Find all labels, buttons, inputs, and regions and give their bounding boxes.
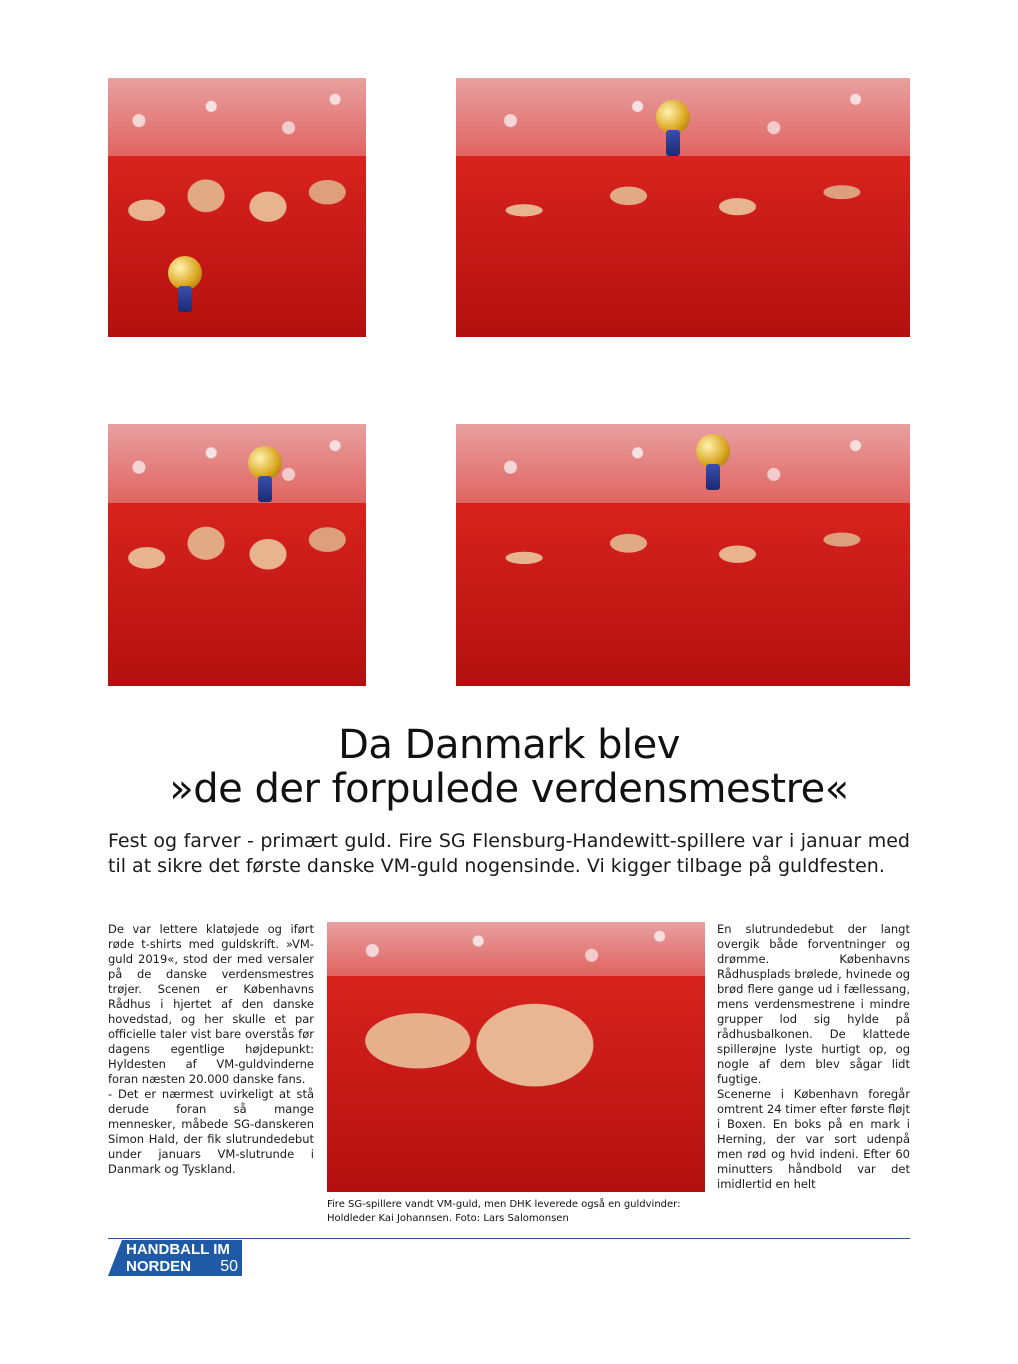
headline-line-1: Da Danmark blev <box>338 722 680 768</box>
photo-caption: Fire SG-spillere vandt VM-guld, men DHK leverede også en guldvinder: Holdleder Kai Johannsen. Foto: Lars Salomonsen <box>327 1199 681 1224</box>
photo-middle-right <box>456 424 910 686</box>
logo-line-1: HANDBALL IM <box>126 1241 230 1258</box>
photo-article <box>327 922 705 1192</box>
column-right-paragraph-1: En slutrundedebut der langt overgik både forventninger og drømme. Københavns Rådhusplads brølede, hvinede og brød flere gange ud i fællessang, mens verdensmestrene i mindre grupper lod sig hylde på rådhusbalkonen. De klattede spillerøjne lyste hurtigt op, og nogle af dem blev sågar lidt fugtige. <box>717 922 910 1086</box>
lead-paragraph: Fest og farver - primært guld. Fire SG Flensburg-Handewitt-spillere var i januar med til at sikre det første danske VM-guld nogensinde. Vi kigger tilbage på guldfesten. <box>108 830 910 877</box>
column-left-paragraph-1: De var lettere klatøjede og iført røde t-shirts med guldskrift. »VM-guld 2019«, stod der med versaler på de danske verdensmestres trøjer. Scenen er Københavns Rådhus i hjertet af den danske hovedstad, og her skulle et par officielle taler vist bare overstås før dagens egentlige højdepunkt: Hyldesten af VM-guldvinderne foran næsten 20.000 danske fans. <box>108 922 314 1086</box>
magazine-logo <box>108 1240 242 1276</box>
headline-line-2: »de der forpulede verdensmestre« <box>169 766 849 812</box>
column-right-paragraph-2: Scenerne i København foregår omtrent 24 timer efter første fløjt i Boxen. En boks på en mark i Herning, der var sort udenpå men rød og hvid indeni. Efter 60 minutters håndbold var det imidlertid en helt <box>717 1087 910 1191</box>
photo-top-right <box>456 78 910 337</box>
column-left-paragraph-2: - Det er nærmest uvirkeligt at stå derude foran så mange mennesker, måbede SG-danskeren Simon Hald, der fik slutrundedebut under januars VM-slutrunde i Danmark og Tyskland. <box>108 1087 314 1176</box>
photo-middle-left <box>108 424 366 686</box>
page-number: 50 <box>220 1258 238 1275</box>
column-left <box>108 922 314 1228</box>
logo-line-2: NORDEN <box>126 1258 192 1275</box>
photo-top-left <box>108 78 366 337</box>
column-right <box>717 922 910 1228</box>
footer-rule <box>108 1238 910 1239</box>
